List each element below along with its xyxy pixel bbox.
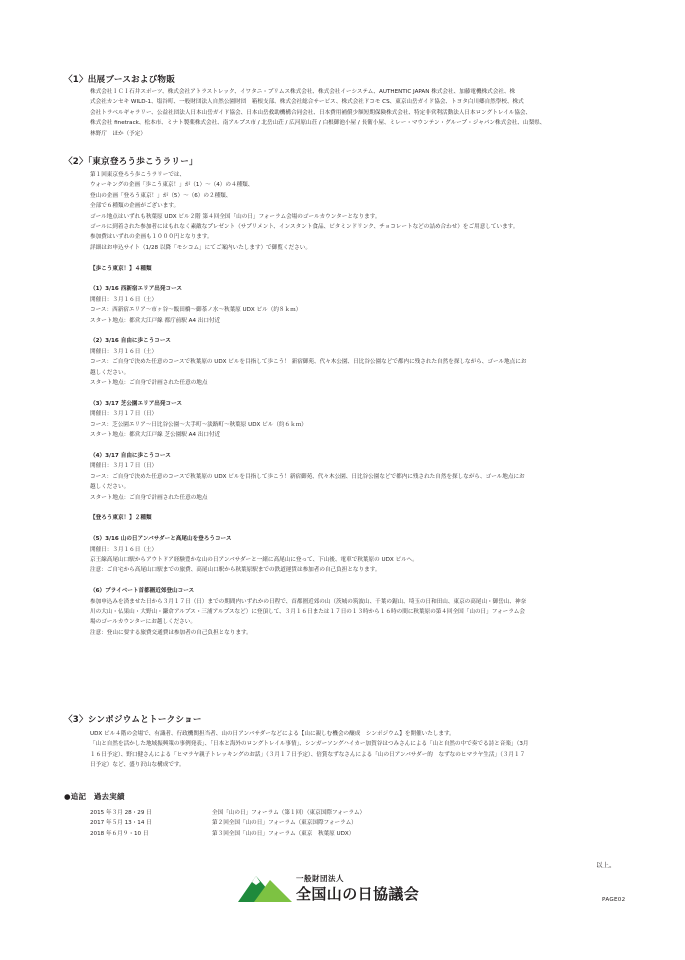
text-line: スタート地点：ご自身で計画された任意の地点 <box>90 380 208 387</box>
text-line: 会社トラベルギャラリー、公益社団法人日本山岳ガイド協会、日本山岳救助機構合同会社、日本費用補償少額短期保険株式会社、特定非営利活動法人日本ロングトレイル協会、 <box>90 109 532 116</box>
section-2-heading: 〈2〉「東京登ろう歩こうラリー」 <box>64 157 198 167</box>
text-line: 日予定）など、盛り沢山な構成です。 <box>90 762 185 769</box>
text-line: 株式会社ＩＣＩ石井スポーツ、株式会社アトラストレック、イワタニ・プリムス株式会社、株式会社イーシステム、AUTHENTIC JAPAN 株式会社、加藤電機株式会社、株 <box>90 89 516 95</box>
history-list <box>90 808 365 839</box>
text-line: 越しください。 <box>90 484 130 491</box>
text-line: 注意：ご自宅から高尾山口駅までの旅費、高尾山口駅から秋葉原駅までの鉄道運賃は参加者の自己負担となります。 <box>90 567 381 574</box>
text-line: 開催日：３月１６日（土） <box>90 546 158 553</box>
text-line: 越しください。 <box>90 369 130 376</box>
text-line: １６日予定）、野口健さんによる「ヒマラヤ親子トレッキングのお話」（３月１７日予定）、倍賞なずなさんによる「山の日アンバサダー的 なずなのヒマラヤ生活」（３月１７ <box>90 751 526 758</box>
text-line: 開催日：３月１７日（日） <box>90 463 158 470</box>
history-date: 2017 年５月 13・14 日 <box>90 820 152 827</box>
history-event: 全国「山の日」フォーラム（第１回）（東京国際フォーラム） <box>212 810 366 816</box>
text-line: 開催日：３月１６日（土） <box>90 348 158 355</box>
walk-category-heading: 【歩こう東京！】４種類 <box>90 265 152 272</box>
text-line: ウォーキングの企画「歩こう東京！」が（1）〜（4）の４種類、 <box>90 182 254 189</box>
text-line: 開催日：３月１６日（土） <box>90 296 158 303</box>
text-line: 第１回東京登ろう歩こうラリーでは、 <box>90 172 186 178</box>
text-line: 開催日：３月１７日（日） <box>90 411 158 418</box>
history-heading: ●追記 過去実績 <box>64 792 125 801</box>
climb-category-heading: 【登ろう東京！】２種類 <box>90 515 152 522</box>
course-title: （2）3/16 自由に歩こうコース <box>90 338 171 345</box>
section-2-body <box>90 170 630 638</box>
history-row <box>90 818 365 828</box>
text-line: 参加費はいずれの企画も１０００円となります。 <box>90 234 213 241</box>
history-row <box>90 829 365 839</box>
history-event: 第２回全国「山の日」フォーラム（東京国際フォーラム） <box>212 820 357 827</box>
history-row <box>90 808 365 818</box>
page-number: PAGE02 <box>602 897 626 903</box>
text-line: 詳細はお申込サイト（1/28 以降「モシコム」にてご案内いたします）で御覧ください。 <box>90 244 311 251</box>
text-line: 参加申込みを済ませた日から３月１７日（日）までの期間内いずれかの日程で、首都圏近郊の山（茨城の筑波山、千葉の鋸山、埼玉の日和田山、東京の高尾山・御岳山、神奈 <box>90 598 527 605</box>
course-title: （1）3/16 西新宿エリア出発コース <box>90 286 182 293</box>
text-line: 京王線高尾山口駅からアウトドア経験豊かな山の日アンバサダーと一緒に高尾山に登って、下山後、電車で秋葉原の UDX ビルへ。 <box>90 556 418 563</box>
section-3-body <box>90 729 630 771</box>
text-line: スタート地点：都営大江戸線 都庁前駅 A4 出口付近 <box>90 317 221 324</box>
section-3-heading: 〈3〉シンポジウムとトークショー <box>64 715 202 725</box>
text-line: 注意：登山に要する旅費交通費は参加者の自己負担となります。 <box>90 629 252 636</box>
course-title: （6）プライベート首都圏近郊登山コース <box>90 588 195 595</box>
history-date: 2015 年３月 28・29 日 <box>90 810 152 816</box>
logo-org-name: 全国山の日協議会 <box>296 885 420 903</box>
text-line: ゴール地点はいずれも秋葉原 UDX ビル２階 第４回全国「山の日」フォーラム会場のゴールカウンターとなります。 <box>90 213 381 220</box>
organization-logo <box>238 872 438 902</box>
text-line: 林野庁 ほか（予定） <box>90 130 146 137</box>
text-line: ゴールに到着された参加者にはもれなく素敵なプレゼント（サプリメント、インスタント食品、ビタミンドリンク、チョコレートなどの詰め合わせ）をご用意しています。 <box>90 224 519 231</box>
history-event: 第３回全国「山の日」フォーラム（東京 秋葉原 UDX） <box>212 830 355 837</box>
course-title: （5）3/16 山の日アンバサダーと高尾山を登ろうコース <box>90 536 232 543</box>
text-line: 全部で６種類の企画がございます。 <box>90 203 180 210</box>
closing-text: 以上。 <box>596 861 616 869</box>
text-line: 登山の企画「登ろう東京！」が（5）〜（6）の２種類、 <box>90 192 232 199</box>
course-title: （3）3/17 芝公園エリア出発コース <box>90 400 182 407</box>
text-line: 場のゴールカウンターにお越しください。 <box>90 619 196 626</box>
history-date: 2018 年６月９・10 日 <box>90 830 149 837</box>
course-title: （4）3/17 自由に歩こうコース <box>90 452 171 459</box>
text-line: コース：西新宿エリア〜市ヶ谷〜飯田橋〜御茶ノ水〜秋葉原 UDX ビル（約８ｋｍ） <box>90 307 302 314</box>
mountain-icon <box>238 872 294 902</box>
text-line: コース：芝公園エリア〜日比谷公園〜大手町〜淡路町〜秋葉原 UDX ビル（約６ｋｍ） <box>90 421 307 428</box>
text-line: スタート地点：都営大江戸線 芝公園駅 A4 出口付近 <box>90 432 221 439</box>
text-line: コース：ご自身で決めた任意のコースで秋葉原の UDX ビルを目指して歩こう！新宿御苑、代々木公園、日比谷公園などで都内に残された自然を探しながら、ゴール地点にお <box>90 473 525 480</box>
text-line: 川の大山・仏果山・大野山・鎌倉アルプス・三浦アルプスなど）に登頂して、３月１６日または１７日の１３時から１６時の間に秋葉原の第４回全国「山の日」フォーラム会 <box>90 608 525 615</box>
text-line: 式会社カンセキ WILD-1、塩谷町、一般財団法人自然公園財団 箱根支部、株式会社総合サービス、株式会社ドコモ CS、東京山岳ガイド協会、トヨタ白川郷自然學校、株式 <box>90 99 524 106</box>
text-line: コース：ご自身で決めた任意のコースで秋葉原の UDX ビルを目指して歩こう！ 新宿御苑、代々木公園、日比谷公園などで都内に残された自然を探しながら、ゴール地点にお <box>90 359 527 366</box>
text-line: 株式会社 finetrack、松本市、ミナト製薬株式会社、南アルプス市 / 北岳山荘 / 広河原山荘 / 白根御池小屋 / 長衛小屋、ミレー・マウンテン・グループ・ジャパン株式会社、山梨県、 <box>90 120 546 127</box>
section-1-heading: 〈1〉出展ブースおよび物販 <box>64 75 176 85</box>
logo-org-type: 一般財団法人 <box>296 874 344 883</box>
text-line: UDX ビル４階の会場で、有識者、行政機関担当者、山の日アンバサダーなどによる【山に親しむ機会の醸成 シンポジウム】を開催いたします。 <box>90 731 455 737</box>
section-1-body <box>90 87 630 139</box>
text-line: 「山と自然を活かした地域振興策の事例発表」、「日本と海外のロングトレイル事情」、シンガーソングハイカー加賀谷はつみさんによる「山と自然の中で奏でる詩と音楽」（3月 <box>90 741 529 748</box>
text-line: スタート地点：ご自身で計画された任意の地点 <box>90 494 208 501</box>
